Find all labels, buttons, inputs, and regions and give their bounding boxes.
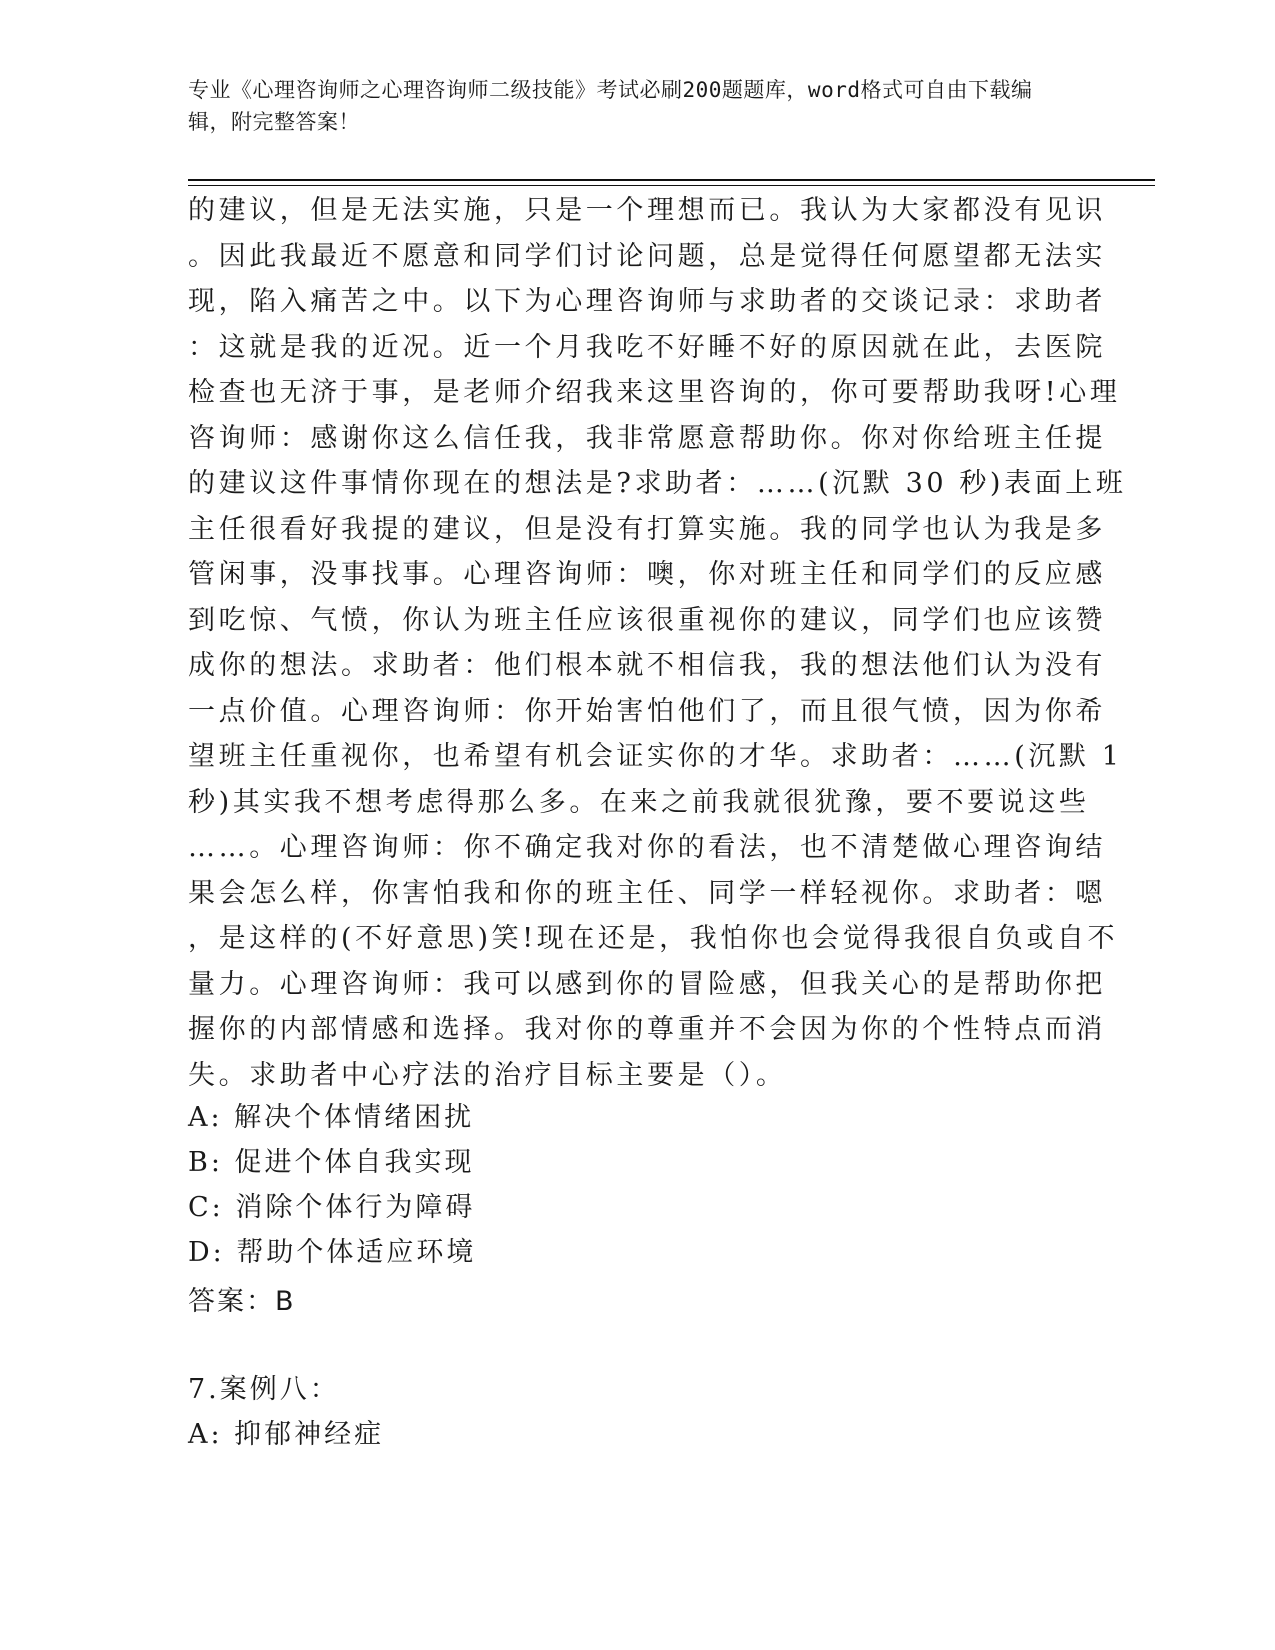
passage-line: 的建议这件事情你现在的想法是?求助者：……(沉默 30 秒)表面上班 bbox=[188, 468, 1127, 499]
passage-line: 的建议，但是无法实施，只是一个理想而已。我认为大家都没有见识 bbox=[188, 195, 1106, 226]
passage-line: 秒)其实我不想考虑得那么多。在来之前我就很犹豫，要不要说这些 bbox=[188, 786, 1090, 818]
option-d: D: 帮助个体适应环境 bbox=[188, 1237, 477, 1268]
document-header: 专业《心理咨询师之心理咨询师二级技能》考试必刷200题题库，word格式可自由下载编辑，附完整答案！ bbox=[188, 78, 1033, 134]
passage-line: 量力。心理咨询师：我可以感到你的冒险感，但我关心的是帮助你把 bbox=[188, 968, 1106, 1000]
passage-line: 管闲事，没事找事。心理咨询师：噢，你对班主任和同学们的反应感 bbox=[188, 559, 1106, 590]
passage-line: 果会怎么样，你害怕我和你的班主任、同学一样轻视你。求助者：嗯 bbox=[188, 877, 1106, 909]
passage-line: 成你的想法。求助者：他们根本就不相信我，我的想法他们认为没有 bbox=[188, 650, 1106, 681]
question-passage bbox=[188, 188, 1127, 1098]
option-b: B: 促进个体自我实现 bbox=[188, 1147, 475, 1178]
question-7-option-a: A: 抑郁神经症 bbox=[188, 1419, 385, 1450]
answer-label: 答案：B bbox=[188, 1286, 296, 1317]
passage-line: 失。求助者中心疗法的治疗目标主要是（）。 bbox=[188, 1059, 787, 1091]
header-divider-thick bbox=[188, 179, 1155, 181]
passage-line: 望班主任重视你，也希望有机会证实你的才华。求助者：……(沉默 1 bbox=[188, 741, 1123, 772]
option-a: A: 解决个体情绪困扰 bbox=[188, 1102, 475, 1133]
passage-line: ，是这样的(不好意思)笑!现在还是，我怕你也会觉得我很自负或自不 bbox=[188, 923, 1119, 954]
passage-line: 检查也无济于事，是老师介绍我来这里咨询的，你可要帮助我呀!心理 bbox=[188, 377, 1121, 408]
passage-line: ：这就是我的近况。近一个月我吃不好睡不好的原因就在此，去医院 bbox=[188, 331, 1106, 363]
passage-line: 咨询师：感谢你这么信任我，我非常愿意帮助你。你对你给班主任提 bbox=[188, 422, 1106, 454]
passage-line: 现，陷入痛苦之中。以下为心理咨询师与求助者的交谈记录：求助者 bbox=[188, 286, 1106, 317]
passage-line: 到吃惊、气愤，你认为班主任应该很重视你的建议，同学们也应该赞 bbox=[188, 604, 1106, 636]
passage-line: 。因此我最近不愿意和同学们讨论问题，总是觉得任何愿望都无法实 bbox=[188, 240, 1106, 272]
passage-line: 握你的内部情感和选择。我对你的尊重并不会因为你的个性特点而消 bbox=[188, 1014, 1106, 1045]
passage-line: ……。心理咨询师：你不确定我对你的看法，也不清楚做心理咨询结 bbox=[188, 832, 1106, 863]
question-options bbox=[188, 1095, 1088, 1275]
option-c: C: 消除个体行为障碍 bbox=[188, 1192, 476, 1223]
passage-line: 一点价值。心理咨询师：你开始害怕他们了，而且很气愤，因为你希 bbox=[188, 695, 1106, 727]
question-7-title: 7.案例八： bbox=[188, 1374, 340, 1405]
passage-line: 主任很看好我提的建议，但是没有打算实施。我的同学也认为我是多 bbox=[188, 513, 1106, 545]
question-7 bbox=[188, 1367, 1088, 1457]
header-divider-thin bbox=[188, 185, 1155, 186]
